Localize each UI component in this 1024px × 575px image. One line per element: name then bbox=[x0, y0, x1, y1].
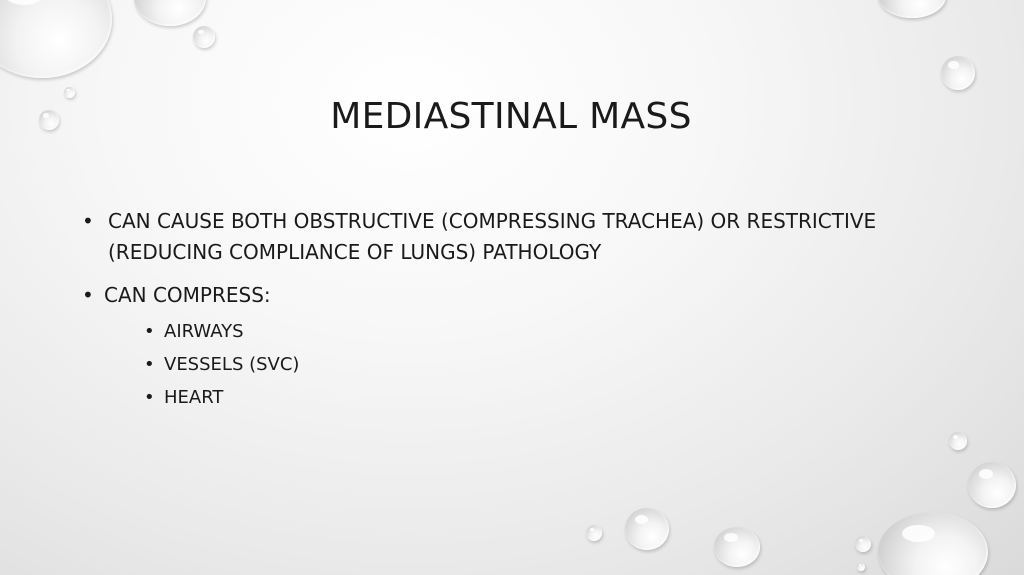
sub-bullet-item bbox=[144, 315, 902, 348]
sub-bullet-marker: • bbox=[144, 321, 155, 342]
sub-bullet-marker: • bbox=[144, 354, 155, 375]
sub-bullet-marker: • bbox=[144, 387, 155, 408]
bullet-text: CAN CAUSE BOTH OBSTRUCTIVE (COMPRESSING TRACHEA) OR RESTRICTIVE (REDUCING COMPLIANCE OF LUNGS) PATHOLOGY bbox=[108, 209, 877, 264]
water-droplet-decoration bbox=[714, 527, 760, 567]
bullet-text: CAN COMPRESS: bbox=[104, 283, 271, 307]
sub-bullet-item bbox=[144, 381, 902, 414]
sub-bullet-text: AIRWAYS bbox=[164, 321, 244, 342]
water-droplet-decoration bbox=[625, 508, 669, 550]
sub-bullet-item bbox=[144, 348, 902, 381]
water-droplet-decoration bbox=[855, 536, 871, 552]
bullet-item bbox=[82, 280, 902, 414]
slide-title: MEDIASTINAL MASS bbox=[330, 96, 692, 137]
water-droplet-decoration bbox=[949, 432, 967, 450]
water-droplet-decoration bbox=[134, 0, 206, 26]
water-droplet-decoration bbox=[878, 0, 946, 18]
sub-bullet-list bbox=[104, 315, 902, 414]
water-droplet-decoration bbox=[941, 56, 975, 90]
water-droplet-decoration bbox=[586, 525, 602, 541]
bullet-marker: • bbox=[82, 283, 94, 307]
bullet-item bbox=[82, 206, 902, 268]
water-droplet-decoration bbox=[878, 512, 988, 575]
water-droplet-decoration bbox=[193, 26, 215, 48]
water-droplet-decoration bbox=[968, 462, 1016, 508]
sub-bullet-text: HEART bbox=[164, 387, 224, 408]
bullet-list bbox=[82, 206, 902, 414]
water-droplet-decoration bbox=[0, 0, 112, 78]
bullet-marker: • bbox=[82, 209, 94, 233]
sub-bullet-text: VESSELS (SVC) bbox=[164, 354, 300, 375]
water-droplet-decoration bbox=[857, 563, 865, 571]
